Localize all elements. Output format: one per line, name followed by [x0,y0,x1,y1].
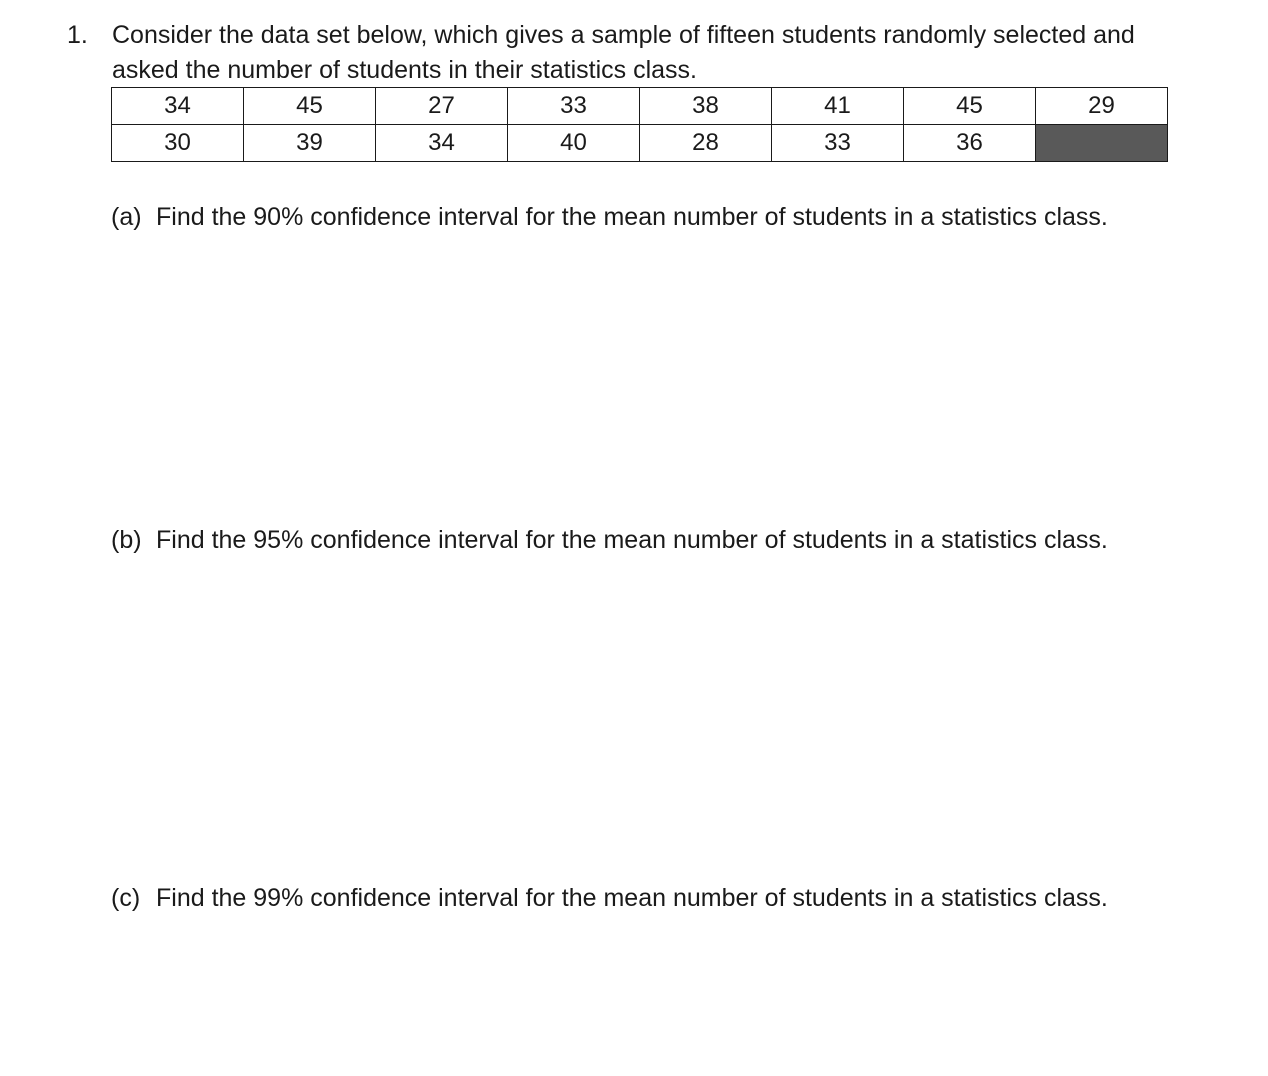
shaded-empty-cell [1036,125,1168,162]
table-cell: 39 [244,125,376,162]
table-cell: 45 [244,88,376,125]
table-cell: 34 [376,125,508,162]
question-number: 1. [67,21,88,49]
table-cell: 45 [904,88,1036,125]
part-label: (a) [111,203,142,231]
table-cell: 28 [640,125,772,162]
part-text: Find the 99% confidence interval for the mean number of students in a statistics class. [156,884,1108,912]
table-cell: 38 [640,88,772,125]
table-row [112,88,1168,125]
table-cell: 41 [772,88,904,125]
part-text: Find the 90% confidence interval for the mean number of students in a statistics class. [156,203,1108,231]
part-label: (c) [111,884,141,912]
table-cell: 29 [1036,88,1168,125]
table-cell: 30 [112,125,244,162]
part-text: Find the 95% confidence interval for the mean number of students in a statistics class. [156,526,1108,554]
data-table [111,87,1168,162]
table-cell: 27 [376,88,508,125]
question-text: Consider the data set below, which gives a sample of fifteen students randomly selected and asked the number of students in their statistics class. [112,21,1135,84]
table-cell: 33 [772,125,904,162]
part-label: (b) [111,526,142,554]
table-cell: 34 [112,88,244,125]
table-cell: 40 [508,125,640,162]
table-cell: 33 [508,88,640,125]
table-cell: 36 [904,125,1036,162]
table-row [112,125,1168,162]
